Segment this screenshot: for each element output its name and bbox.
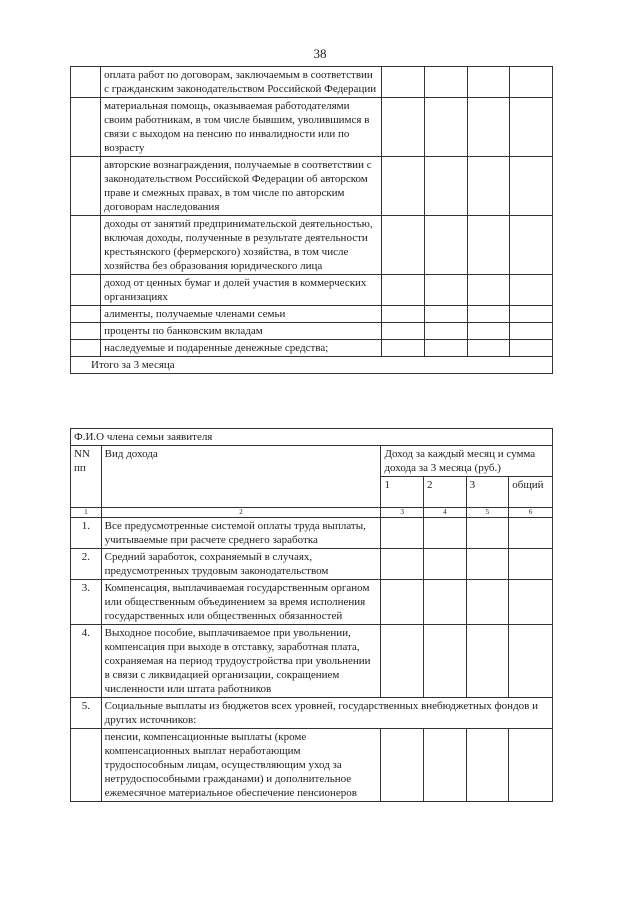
row-label: доходы от занятий предпринимательской деятельностью, включая доходы, полученные в результате деятельности крестьянского (фермерского) хозяйства, в том числе хозяйства без образования юридического лица bbox=[101, 216, 382, 275]
row-number: 3. bbox=[71, 580, 102, 625]
value-cell[interactable] bbox=[466, 549, 509, 580]
row-number-empty bbox=[71, 323, 101, 340]
value-cell[interactable] bbox=[510, 323, 553, 340]
row-number-empty bbox=[71, 306, 101, 323]
income-table-continued bbox=[70, 66, 553, 374]
table-row bbox=[71, 729, 553, 802]
column-index: 4 bbox=[424, 508, 467, 518]
row-label: Компенсация, выплачиваемая государственным органом или общественным объединением за время исполнения государственных или общественных обязанностей bbox=[101, 580, 381, 625]
row-label: доход от ценных бумаг и долей участия в коммерческих организациях bbox=[101, 275, 382, 306]
header-nn: NN пп bbox=[71, 446, 102, 508]
value-cell[interactable] bbox=[424, 580, 467, 625]
row-label: авторские вознаграждения, получаемые в соответствии с законодательством Российской Федерации об авторском праве и смежных правах, в том числе по авторским договорам наследования bbox=[101, 157, 382, 216]
row-number-empty bbox=[71, 98, 101, 157]
value-cell[interactable] bbox=[381, 580, 424, 625]
row-number-empty bbox=[71, 157, 101, 216]
table-row bbox=[71, 625, 553, 698]
header-row bbox=[71, 446, 553, 477]
value-cell[interactable] bbox=[466, 625, 509, 698]
total-label: Итого за 3 месяца bbox=[71, 357, 553, 374]
value-cell[interactable] bbox=[382, 216, 425, 275]
value-cell[interactable] bbox=[382, 306, 425, 323]
row-number: 2. bbox=[71, 549, 102, 580]
row-label: алименты, получаемые членами семьи bbox=[101, 306, 382, 323]
value-cell[interactable] bbox=[509, 549, 553, 580]
table-row bbox=[71, 216, 553, 275]
value-cell[interactable] bbox=[425, 275, 468, 306]
value-cell[interactable] bbox=[510, 157, 553, 216]
value-cell[interactable] bbox=[382, 275, 425, 306]
table-row bbox=[71, 580, 553, 625]
table-row bbox=[71, 549, 553, 580]
table-row bbox=[71, 698, 553, 729]
row-label: проценты по банковским вкладам bbox=[101, 323, 382, 340]
row-number-empty bbox=[71, 340, 101, 357]
value-cell[interactable] bbox=[467, 98, 510, 157]
value-cell[interactable] bbox=[467, 323, 510, 340]
header-month-3: 3 bbox=[466, 477, 509, 508]
value-cell[interactable] bbox=[509, 729, 553, 802]
table-row bbox=[71, 306, 553, 323]
row-number-empty bbox=[71, 67, 101, 98]
column-index: 2 bbox=[101, 508, 381, 518]
value-cell[interactable] bbox=[382, 67, 425, 98]
column-index: 5 bbox=[466, 508, 509, 518]
row-label: Средний заработок, сохраняемый в случаях, предусмотренных трудовым законодательством bbox=[101, 549, 381, 580]
value-cell[interactable] bbox=[466, 580, 509, 625]
value-cell[interactable] bbox=[510, 216, 553, 275]
value-cell[interactable] bbox=[382, 98, 425, 157]
value-cell[interactable] bbox=[467, 306, 510, 323]
value-cell[interactable] bbox=[425, 67, 468, 98]
table-row bbox=[71, 518, 553, 549]
value-cell[interactable] bbox=[510, 67, 553, 98]
value-cell[interactable] bbox=[467, 340, 510, 357]
header-month-2: 2 bbox=[424, 477, 467, 508]
column-index: 6 bbox=[509, 508, 553, 518]
value-cell[interactable] bbox=[381, 625, 424, 698]
row-label: Все предусмотренные системой оплаты труда выплаты, учитываемые при расчете среднего заработка bbox=[101, 518, 381, 549]
page-number: 38 bbox=[313, 46, 327, 61]
value-cell[interactable] bbox=[466, 729, 509, 802]
value-cell[interactable] bbox=[424, 729, 467, 802]
row-number: 5. bbox=[71, 698, 102, 729]
family-member-income-table bbox=[70, 428, 553, 802]
value-cell[interactable] bbox=[425, 157, 468, 216]
value-cell[interactable] bbox=[425, 323, 468, 340]
value-cell[interactable] bbox=[382, 157, 425, 216]
value-cell[interactable] bbox=[467, 216, 510, 275]
value-cell[interactable] bbox=[381, 729, 424, 802]
value-cell[interactable] bbox=[509, 518, 553, 549]
value-cell[interactable] bbox=[425, 98, 468, 157]
header-income-type: Вид дохода bbox=[101, 446, 381, 508]
value-cell[interactable] bbox=[510, 340, 553, 357]
row-number: 4. bbox=[71, 625, 102, 698]
value-cell[interactable] bbox=[424, 518, 467, 549]
value-cell[interactable] bbox=[509, 580, 553, 625]
total-row bbox=[71, 357, 553, 374]
value-cell[interactable] bbox=[382, 340, 425, 357]
value-cell[interactable] bbox=[510, 98, 553, 157]
value-cell[interactable] bbox=[425, 340, 468, 357]
value-cell[interactable] bbox=[467, 67, 510, 98]
row-label: оплата работ по договорам, заключаемым в соответствии с гражданским законодательством Российской Федерации bbox=[101, 67, 382, 98]
fio-label: Ф.И.О члена семьи заявителя bbox=[71, 429, 553, 446]
row-number-empty bbox=[71, 729, 102, 802]
value-cell[interactable] bbox=[424, 549, 467, 580]
value-cell[interactable] bbox=[466, 518, 509, 549]
row-label: Социальные выплаты из бюджетов всех уровней, государственных внебюджетных фондов и других источников: bbox=[101, 698, 552, 729]
value-cell[interactable] bbox=[510, 275, 553, 306]
row-label: наследуемые и подаренные денежные средства; bbox=[101, 340, 382, 357]
row-number-empty bbox=[71, 275, 101, 306]
row-label: пенсии, компенсационные выплаты (кроме компенсационных выплат неработающим трудоспособным лицам, осуществляющим уход за нетрудоспособными гражданами) и дополнительное ежемесячное материальное обеспечение пенсионеров bbox=[101, 729, 381, 802]
value-cell[interactable] bbox=[425, 306, 468, 323]
header-month-1: 1 bbox=[381, 477, 424, 508]
column-index-row bbox=[71, 508, 553, 518]
value-cell[interactable] bbox=[381, 518, 424, 549]
column-index: 3 bbox=[381, 508, 424, 518]
fio-row bbox=[71, 429, 553, 446]
table-row bbox=[71, 157, 553, 216]
value-cell[interactable] bbox=[425, 216, 468, 275]
row-label: Выходное пособие, выплачиваемое при увольнении, компенсация при выходе в отставку, заработная плата, сохраняемая на период трудоустройства при увольнении в связи с ликвидацией организации, сокращением численности или штата работников bbox=[101, 625, 381, 698]
table-row bbox=[71, 323, 553, 340]
value-cell[interactable] bbox=[509, 625, 553, 698]
table-row bbox=[71, 98, 553, 157]
row-number-empty bbox=[71, 216, 101, 275]
table-row bbox=[71, 275, 553, 306]
row-label: материальная помощь, оказываемая работодателями своим работникам, в том числе бывшим, уволившимся в связи с выходом на пенсию по инвалидности или по возрасту bbox=[101, 98, 382, 157]
table-row bbox=[71, 340, 553, 357]
value-cell[interactable] bbox=[510, 306, 553, 323]
column-index: 1 bbox=[71, 508, 102, 518]
row-number: 1. bbox=[71, 518, 102, 549]
value-cell[interactable] bbox=[467, 157, 510, 216]
header-income-amount: Доход за каждый месяц и сумма дохода за 3 месяца (руб.) bbox=[381, 446, 553, 477]
value-cell[interactable] bbox=[467, 275, 510, 306]
header-total: общий bbox=[509, 477, 553, 508]
value-cell[interactable] bbox=[381, 549, 424, 580]
table-row bbox=[71, 67, 553, 98]
value-cell[interactable] bbox=[382, 323, 425, 340]
value-cell[interactable] bbox=[424, 625, 467, 698]
